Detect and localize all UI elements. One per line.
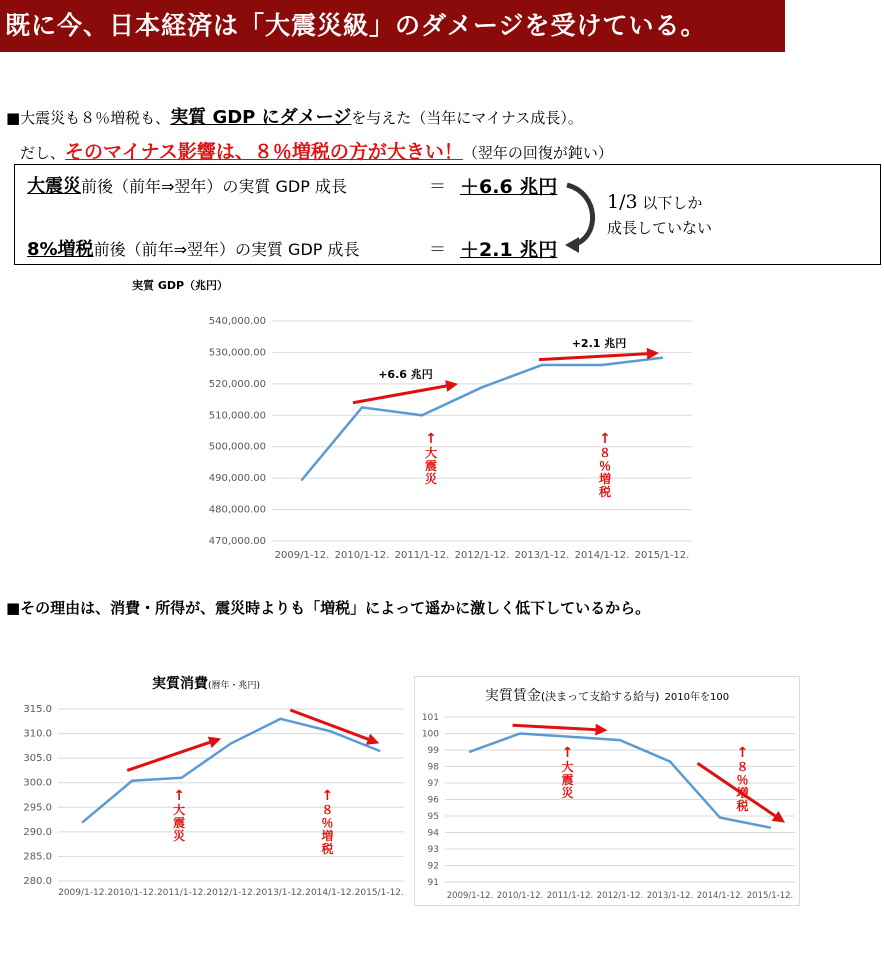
headline-banner: 既に今、日本経済は「大震災級」のダメージを受けている。 bbox=[0, 0, 785, 52]
event-label-char: 増 bbox=[321, 829, 334, 843]
y-tick-label: 97 bbox=[427, 779, 439, 789]
intro-emphasis: 実質 GDP にダメージ bbox=[170, 107, 352, 128]
y-tick-label: 280.0 bbox=[23, 876, 52, 887]
x-tick-label: 2012/1-12. bbox=[596, 891, 644, 901]
arrow-label: +6.6 兆円 bbox=[378, 367, 433, 381]
data-point bbox=[661, 357, 663, 359]
event-label-char: 税 bbox=[321, 842, 334, 856]
y-tick-label: 290.0 bbox=[23, 826, 52, 838]
y-tick-label: 91 bbox=[427, 878, 439, 888]
event-label-char: 大 bbox=[561, 760, 574, 774]
trend-arrow-head bbox=[208, 737, 221, 748]
y-tick-label: 93 bbox=[427, 845, 439, 855]
x-tick-label: 2014/1-12. bbox=[696, 891, 744, 901]
row2-eq: ＝ bbox=[429, 240, 446, 260]
data-point bbox=[469, 750, 471, 752]
note-text-2: 成長していない bbox=[607, 219, 713, 237]
y-tick-label: 92 bbox=[427, 861, 439, 872]
event-label-char: 増 bbox=[736, 786, 749, 800]
data-point bbox=[619, 739, 621, 741]
row1-eq: ＝ bbox=[429, 177, 446, 197]
data-point bbox=[230, 742, 232, 744]
event-label-char: 税 bbox=[736, 799, 749, 813]
data-point bbox=[82, 821, 84, 823]
data-point bbox=[361, 406, 363, 408]
data-point bbox=[541, 364, 543, 366]
event-label-char: ％ bbox=[736, 773, 749, 787]
consumption-panel bbox=[6, 665, 406, 905]
x-tick-label: 2014/1-12. bbox=[305, 888, 355, 898]
row2-key: 8%増税 bbox=[27, 239, 94, 260]
row1-key: 大震災 bbox=[27, 176, 81, 197]
y-tick-label: 98 bbox=[427, 762, 439, 773]
gdp-chart bbox=[190, 305, 710, 565]
data-point bbox=[421, 414, 423, 416]
y-tick-label: 99 bbox=[427, 746, 439, 756]
gdp-chart-title: 実質 GDP（兆円） bbox=[132, 279, 229, 292]
x-tick-label: 2009/1-12. bbox=[58, 888, 108, 898]
x-tick-label: 2010/1-12. bbox=[107, 888, 157, 898]
data-point bbox=[301, 479, 303, 481]
event-label-char: ％ bbox=[598, 459, 612, 473]
y-tick-label: 530,000.00 bbox=[208, 347, 266, 359]
y-tick-label: 470,000.00 bbox=[208, 536, 266, 547]
x-tick-label: 2013/1-12. bbox=[646, 891, 694, 901]
intro-post: を与えた（当年にマイナス成長）。 bbox=[351, 109, 583, 127]
data-point bbox=[180, 777, 182, 779]
event-label-arrow: ↑ bbox=[321, 788, 334, 804]
intro-line-2 bbox=[20, 137, 613, 164]
event-label-arrow: ↑ bbox=[425, 431, 437, 447]
x-tick-label: 2013/1-12. bbox=[514, 550, 570, 561]
x-tick-label: 2014/1-12. bbox=[574, 550, 630, 561]
intro-l2-pre: だし、 bbox=[20, 144, 66, 162]
event-label-char: 震 bbox=[173, 816, 186, 830]
data-point bbox=[569, 736, 571, 738]
row2-text: 前後（前年⇒翌年）の実質 GDP 成長 bbox=[93, 240, 360, 259]
x-tick-label: 2013/1-12. bbox=[255, 888, 306, 898]
y-tick-label: 101 bbox=[421, 713, 439, 723]
event-label-arrow: ↑ bbox=[561, 745, 574, 761]
x-tick-label: 2015/1-12. bbox=[634, 550, 690, 561]
y-tick-label: 520,000.00 bbox=[208, 378, 266, 390]
note-line-1 bbox=[607, 191, 702, 213]
wage-title: 実質賃金(決まって支給する給与) 2010年を100 bbox=[484, 688, 730, 704]
intro-line-1 bbox=[6, 103, 583, 129]
y-tick-label: 96 bbox=[427, 795, 439, 806]
event-label-char: 大 bbox=[424, 446, 438, 460]
note-text-1: 以下しか bbox=[642, 194, 703, 212]
consumption-chart bbox=[6, 695, 406, 905]
event-label-char: 災 bbox=[424, 472, 438, 486]
x-tick-label: 2009/1-12. bbox=[274, 550, 330, 561]
event-label-arrow: ↑ bbox=[173, 788, 185, 804]
data-point bbox=[719, 816, 721, 818]
row1-value: ＋6.6 兆円 bbox=[460, 176, 558, 198]
x-tick-label: 2015/1-12. bbox=[354, 888, 404, 898]
event-label-char: 災 bbox=[173, 829, 186, 843]
data-point bbox=[329, 730, 331, 732]
x-tick-label: 2010/1-12. bbox=[334, 550, 390, 561]
event-label-char: 大 bbox=[173, 803, 186, 817]
row2-value: ＋2.1 兆円 bbox=[460, 239, 558, 261]
x-tick-label: 2009/1-12. bbox=[446, 891, 494, 901]
trend-arrow-head bbox=[445, 380, 458, 392]
y-tick-label: 490,000.00 bbox=[208, 473, 266, 485]
event-label-arrow: ↑ bbox=[599, 431, 611, 447]
wage-panel bbox=[414, 676, 800, 906]
note-line-2 bbox=[607, 217, 712, 238]
intro-l2-post: （翌年の回復が鈍い） bbox=[462, 144, 613, 162]
section-2-heading: ■その理由は、消費・所得が、震災時よりも「増税」によって遥かに激しく低下しているから。 bbox=[6, 599, 651, 617]
intro-pre: ■大震災も８％増税も、 bbox=[6, 109, 171, 127]
trend-arrow-shaft bbox=[513, 725, 596, 729]
event-label-char: 災 bbox=[561, 786, 574, 800]
y-tick-label: 310.0 bbox=[23, 728, 52, 740]
intro-red-claim: そのマイナス影響は、８％増税の方が大きい！ bbox=[65, 141, 463, 163]
curved-arrow-icon bbox=[563, 179, 613, 255]
trend-arrow-head bbox=[772, 811, 785, 823]
x-tick-label: 2012/1-12. bbox=[206, 888, 256, 898]
trend-arrow-shaft bbox=[539, 354, 647, 360]
data-point bbox=[131, 780, 133, 782]
y-tick-label: 100 bbox=[421, 729, 439, 740]
y-tick-label: 510,000.00 bbox=[208, 410, 266, 422]
arrow-label: +2.1 兆円 bbox=[571, 337, 627, 351]
x-tick-label: 2010/1-12. bbox=[496, 891, 544, 901]
y-tick-label: 540,000.00 bbox=[208, 316, 266, 327]
data-point bbox=[669, 760, 671, 762]
event-label-char: ８ bbox=[321, 803, 334, 817]
data-point bbox=[481, 386, 483, 388]
event-label-char: 増 bbox=[598, 472, 612, 486]
series-line bbox=[83, 719, 380, 822]
event-label-char: 震 bbox=[424, 459, 438, 473]
y-tick-label: 305.0 bbox=[23, 753, 52, 765]
x-tick-label: 2012/1-12. bbox=[454, 550, 510, 561]
comparison-row-quake bbox=[27, 172, 558, 198]
consumption-title: 実質消費(暦年・兆円) bbox=[151, 676, 261, 692]
x-tick-label: 2011/1-12. bbox=[156, 888, 207, 898]
event-label-char: ８ bbox=[736, 760, 749, 774]
row1-text: 前後（前年⇒翌年）の実質 GDP 成長 bbox=[81, 177, 347, 196]
y-tick-label: 300.0 bbox=[23, 777, 52, 789]
event-label-char: 税 bbox=[598, 485, 612, 499]
y-tick-label: 500,000.00 bbox=[208, 441, 266, 453]
x-tick-label: 2015/1-12. bbox=[746, 891, 794, 901]
x-tick-label: 2011/1-12. bbox=[546, 891, 594, 901]
note-fraction: 1/3 bbox=[607, 191, 638, 213]
y-tick-label: 94 bbox=[427, 828, 439, 839]
y-tick-label: 95 bbox=[427, 812, 439, 822]
y-tick-label: 295.0 bbox=[23, 802, 52, 814]
event-label-char: 震 bbox=[561, 773, 574, 787]
data-point bbox=[279, 718, 281, 720]
event-label-arrow: ↑ bbox=[736, 745, 749, 761]
y-tick-label: 480,000.00 bbox=[208, 504, 266, 516]
data-point bbox=[769, 826, 771, 828]
y-tick-label: 285.0 bbox=[23, 851, 52, 863]
x-tick-label: 2011/1-12. bbox=[394, 550, 450, 561]
y-tick-label: 315.0 bbox=[23, 704, 52, 715]
event-label-char: ８ bbox=[598, 446, 612, 460]
trend-arrow-shaft bbox=[353, 386, 446, 403]
comparison-box bbox=[14, 164, 881, 265]
data-point bbox=[519, 732, 521, 734]
event-label-char: ％ bbox=[321, 816, 334, 830]
comparison-row-tax bbox=[27, 235, 558, 261]
data-point bbox=[601, 364, 603, 366]
data-point bbox=[378, 750, 380, 752]
wage-chart bbox=[415, 707, 801, 907]
